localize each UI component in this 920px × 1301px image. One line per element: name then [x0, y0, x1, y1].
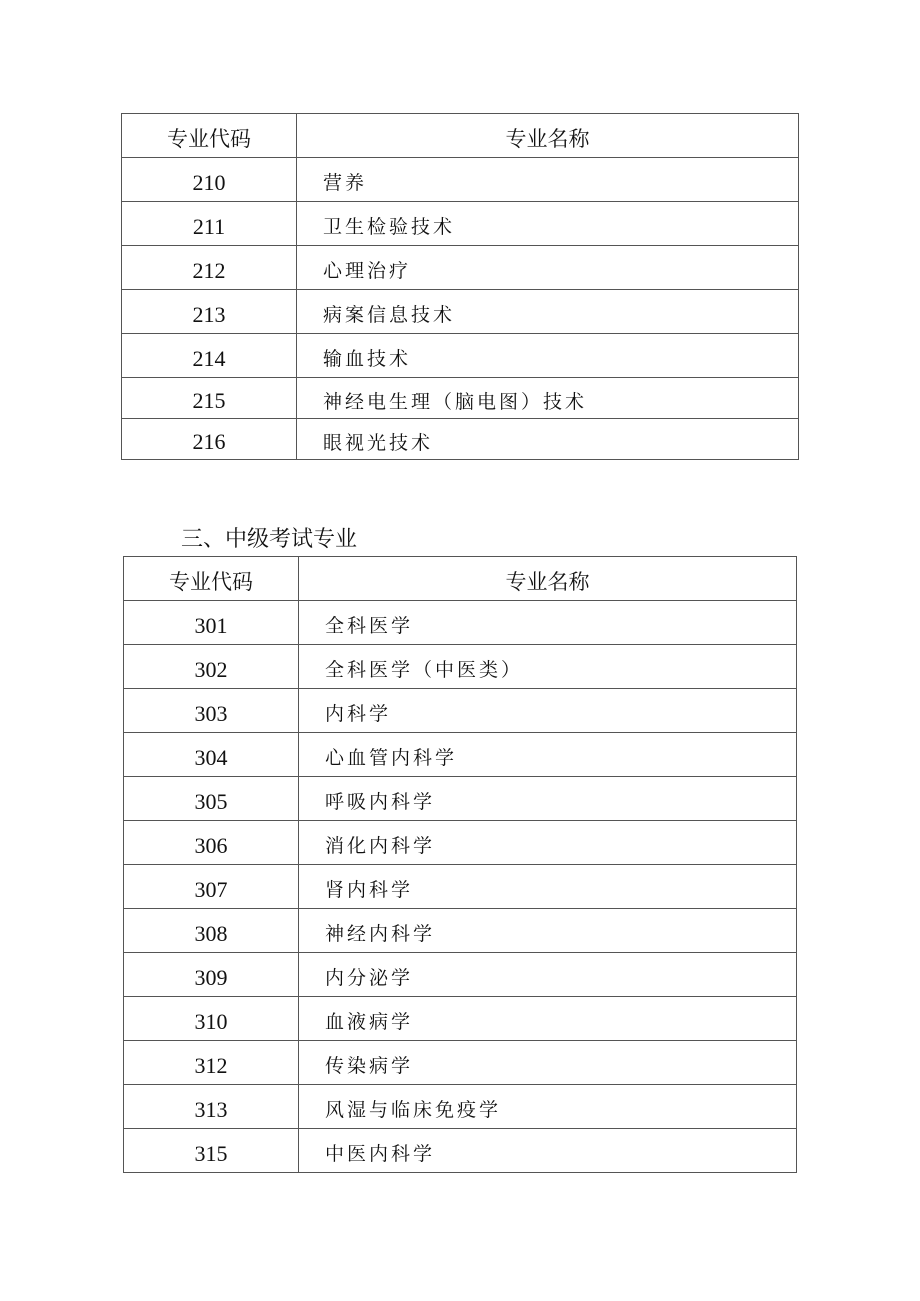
intermediate-specialty-table: [123, 556, 797, 1173]
specialty-name: 全科医学: [299, 601, 797, 645]
specialty-code: 302: [124, 645, 299, 689]
specialty-code: 303: [124, 689, 299, 733]
table-row: [122, 419, 799, 460]
specialty-code: 214: [122, 334, 297, 378]
specialty-name: 传染病学: [299, 1041, 797, 1085]
table-row: [124, 909, 797, 953]
table-row: [124, 689, 797, 733]
header-code: 专业代码: [122, 114, 297, 158]
specialty-name: 神经内科学: [299, 909, 797, 953]
specialty-name: 风湿与临床免疫学: [299, 1085, 797, 1129]
specialty-code: 216: [122, 419, 297, 460]
specialty-code: 308: [124, 909, 299, 953]
table-row: [124, 821, 797, 865]
table-row: [122, 246, 799, 290]
table-row: [124, 953, 797, 997]
specialty-code: 210: [122, 158, 297, 202]
specialty-code: 307: [124, 865, 299, 909]
specialty-name: 消化内科学: [299, 821, 797, 865]
section-title: 三、中级考试专业: [181, 527, 358, 552]
specialty-name: 内科学: [299, 689, 797, 733]
specialty-name: 心血管内科学: [299, 733, 797, 777]
specialty-code: 309: [124, 953, 299, 997]
header-name: 专业名称: [297, 114, 799, 158]
table-row: [122, 290, 799, 334]
specialty-name: 呼吸内科学: [299, 777, 797, 821]
primary-specialty-table: [121, 113, 799, 460]
specialty-name: 全科医学（中医类）: [299, 645, 797, 689]
table-row: [124, 777, 797, 821]
specialty-code: 305: [124, 777, 299, 821]
table-row: [124, 1129, 797, 1173]
table-row: [124, 865, 797, 909]
specialty-code: 313: [124, 1085, 299, 1129]
table-row: [122, 378, 799, 419]
specialty-code: 211: [122, 202, 297, 246]
table-row: [122, 202, 799, 246]
table-row: [124, 1041, 797, 1085]
specialty-code: 212: [122, 246, 297, 290]
specialty-name: 内分泌学: [299, 953, 797, 997]
table-row: [122, 334, 799, 378]
table-row: [124, 645, 797, 689]
specialty-name: 心理治疗: [297, 246, 799, 290]
table-row: [122, 158, 799, 202]
table-header-row: [122, 114, 799, 158]
specialty-name: 中医内科学: [299, 1129, 797, 1173]
table-row: [124, 601, 797, 645]
specialty-name: 输血技术: [297, 334, 799, 378]
specialty-code: 304: [124, 733, 299, 777]
specialty-code: 310: [124, 997, 299, 1041]
header-code: 专业代码: [124, 557, 299, 601]
specialty-name: 血液病学: [299, 997, 797, 1041]
specialty-name: 神经电生理（脑电图）技术: [297, 378, 799, 419]
specialty-name: 卫生检验技术: [297, 202, 799, 246]
specialty-name: 肾内科学: [299, 865, 797, 909]
specialty-code: 215: [122, 378, 297, 419]
table-row: [124, 1085, 797, 1129]
specialty-code: 306: [124, 821, 299, 865]
specialty-name: 眼视光技术: [297, 419, 799, 460]
specialty-name: 营养: [297, 158, 799, 202]
specialty-code: 213: [122, 290, 297, 334]
specialty-code: 312: [124, 1041, 299, 1085]
table-header-row: [124, 557, 797, 601]
table-row: [124, 733, 797, 777]
specialty-name: 病案信息技术: [297, 290, 799, 334]
header-name: 专业名称: [299, 557, 797, 601]
table-row: [124, 997, 797, 1041]
specialty-code: 315: [124, 1129, 299, 1173]
specialty-code: 301: [124, 601, 299, 645]
